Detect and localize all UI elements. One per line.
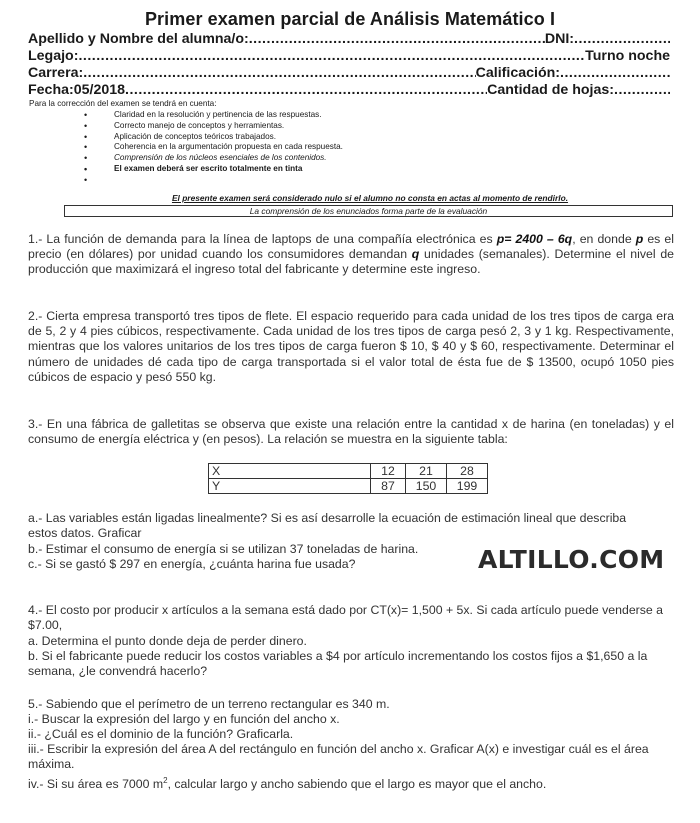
carrera-label: Carrera:: [28, 65, 84, 81]
calificacion-label: Calificación:: [475, 65, 560, 81]
question-4a: a. Determina el punto donde deja de perder dinero.: [28, 634, 307, 648]
demand-formula: p= 2400 – 6q: [496, 232, 573, 246]
xy-table: [208, 463, 488, 494]
table-row: Y 87 150 199: [209, 479, 488, 494]
list-item: • El examen deberá ser escrito totalmente en tinta: [84, 164, 343, 175]
notice-comprension: La comprensión de los enunciados forma parte de la evaluación: [64, 205, 673, 217]
question-3c: c.- Si se gastó $ 297 en energía, ¿cuánta harina fue usada?: [28, 557, 356, 571]
dni-label: DNI:: [544, 31, 574, 47]
header-line-carrera: [28, 65, 670, 82]
variable-p: p: [635, 232, 644, 246]
altillo-watermark: ALTILLO.COM: [478, 545, 665, 574]
variable-q: q: [411, 247, 420, 262]
question-5-intro: 5.- Sabiendo que el perímetro de un terreno rectangular es 340 m.: [28, 697, 390, 711]
question-3-intro: 3.- En una fábrica de galletitas se observa que existe una relación entre la cantidad x de harina (en toneladas) y el consumo de energía eléctrica y (en pesos). La relación se muestra en la siguiente tabla:: [28, 417, 674, 447]
question-4b: b. Si el fabricante puede reducir los costos variables a $4 por artículo incrementando los costos fijos a $1,650 a la semana, ¿le convendrá hacerlo?: [28, 649, 648, 679]
turno-label: Turno noche: [585, 48, 670, 64]
list-item: • Coherencia en la argumentación propuesta en cada respuesta.: [84, 142, 343, 153]
list-item: • Claridad en la resolución y pertinencia de las respuestas.: [84, 110, 343, 121]
fecha-label: Fecha:05/2018: [28, 82, 126, 98]
header-line-legajo: [28, 48, 670, 65]
question-2: 2.- Cierta empresa transportó tres tipos de flete. El espacio requerido para cada unidad de los tres tipos de carga era de 5, 2 y 4 pies cúbicos, respectivamente. Cada unidad de los tres tipos de carga pesó 2, 3 y 1 kg. Respectivamente, mientras que los valores unitarios de los tres tipos de carga fueron $ 10, $ 40 y $ 60, respectivamente. Determinar el número de unidades dé cada tipo de carga transportada si el valor total de ésta fue de $ 13500, ocupó 1050 pies cúbicos de espacio y pesó 550 kg.: [28, 309, 674, 384]
list-item: • Comprensión de los núcleos esenciales de los contenidos.: [84, 153, 343, 164]
hojas-label: Cantidad de hojas:: [487, 82, 614, 98]
criteria-list: [84, 110, 343, 186]
list-item: • Correcto manejo de conceptos y herramientas.: [84, 121, 343, 132]
notice-nulo: El presente examen será considerado nulo si el alumno no consta en actas al momento de rendirlo.: [171, 193, 569, 203]
question-5i: i.- Buscar la expresión del largo y en función del ancho x.: [28, 712, 340, 726]
question-4-intro: 4.- El costo por producir x artículos a la semana está dado por CT(x)= 1,500 + 5x. Si cada artículo puede venderse a $7.00,: [28, 603, 664, 633]
exam-title: Primer examen parcial de Análisis Matemático I: [144, 9, 556, 29]
question-3b: b.- Estimar el consumo de energía si se utilizan 37 toneladas de harina.: [28, 542, 419, 556]
header-line-fecha: [28, 82, 670, 99]
list-item: • Aplicación de conceptos teóricos trabajados.: [84, 132, 343, 143]
criteria-heading: Para la corrección del examen se tendrá en cuenta:: [29, 99, 217, 108]
question-5iv: iv.- Si su área es 7000 $m^2$, calcular largo y ancho sabiendo que el largo es mayor que el ancho.: [28, 776, 547, 792]
name-label: Apellido y Nombre del alumna/o:: [28, 31, 249, 47]
header-line-name: [28, 31, 670, 48]
legajo-label: Legajo:: [28, 48, 79, 64]
table-row: X 12 21 28: [209, 464, 488, 479]
question-1: 1.- La función de demanda para la línea de laptops de una compañía electrónica es p= 2400 – 6q, en donde p es el precio (en dólares) por unidad cuando los consumidores demandan q unidades (semanales). Determine el nivel de producción que maximizará el ingreso total del fabricante y determine este ingreso.: [28, 232, 675, 277]
question-5iii: iii.- Escribir la expresión del área A del rectángulo en función del ancho x. Graficar A(x) e investigar cuál es el área máxima.: [28, 742, 649, 772]
question-3a: a.- Las variables están ligadas linealmente? Si es así desarrolle la ecuación de estimación lineal que describa estos datos. Graficar: [28, 511, 627, 541]
list-item: [84, 175, 343, 186]
question-5ii: ii.- ¿Cuál es el dominio de la función? Graficarla.: [28, 727, 294, 741]
